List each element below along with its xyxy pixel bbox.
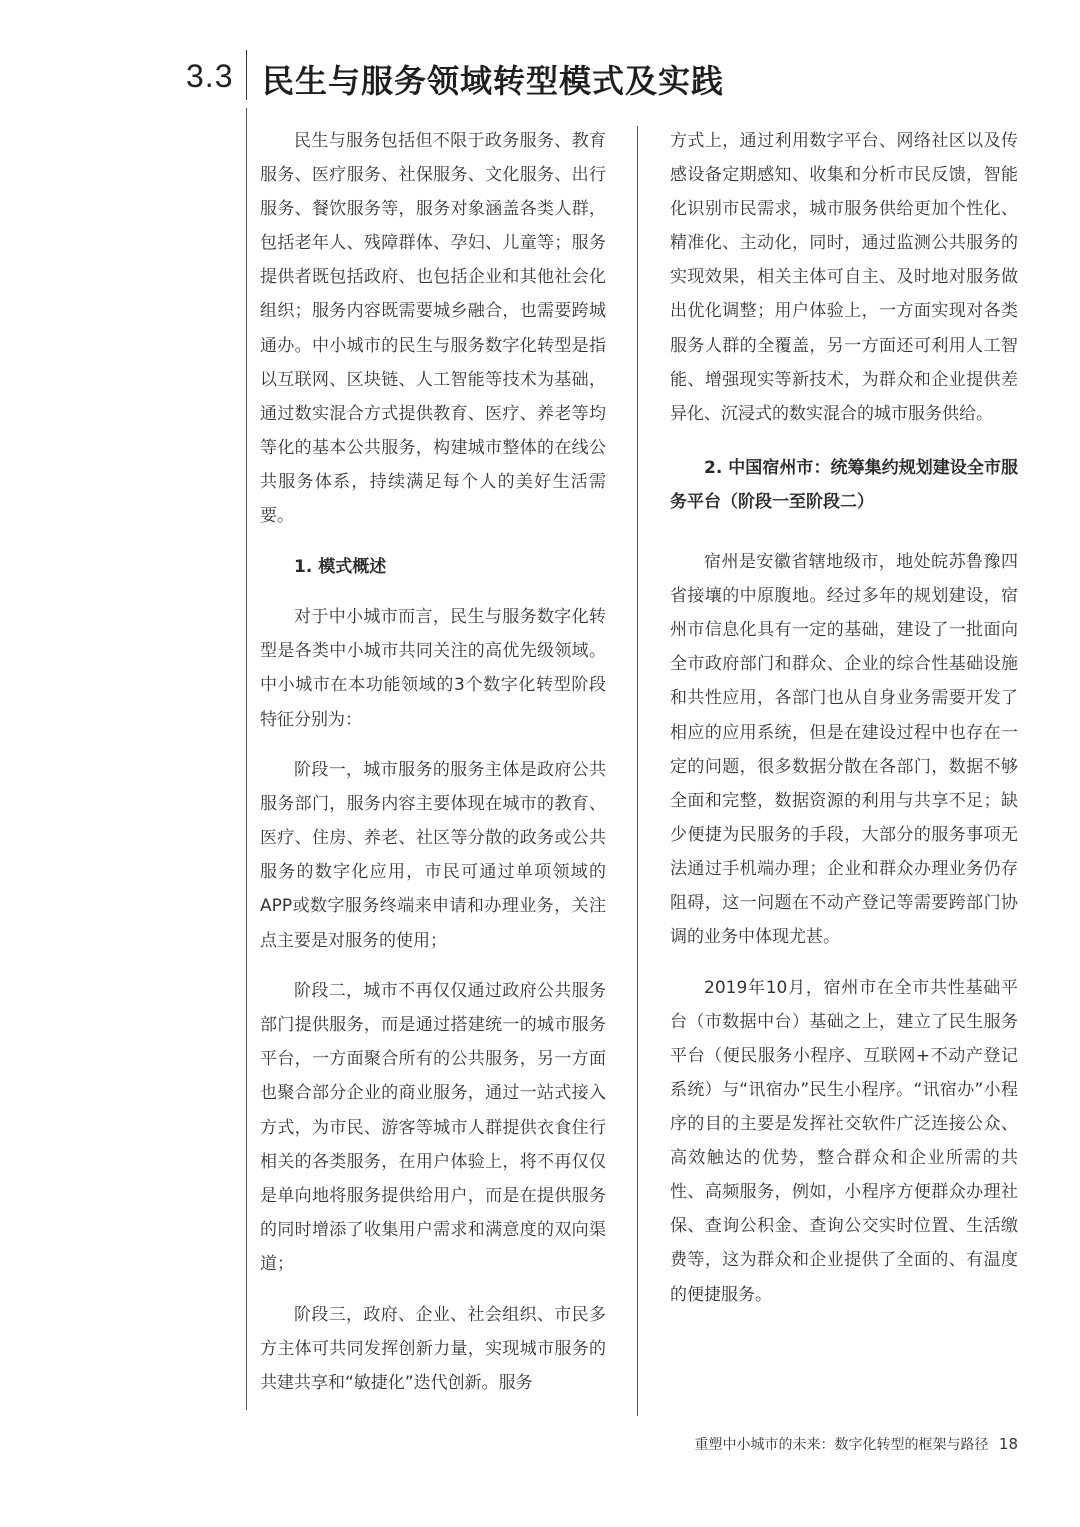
left-column bbox=[260, 124, 606, 1416]
title-divider bbox=[246, 50, 247, 100]
section-number: 3.3 bbox=[186, 58, 234, 94]
left-column-rule bbox=[246, 108, 247, 1410]
stage-1-paragraph: 阶段一，城市服务的服务主体是政府公共服务部门，服务内容主要体现在城市的教育、医疗、住房、养老、社区等分散的政务或公共服务的数字化应用，市民可通过单项领域的APP或数字服务终端来申请和办理业务，关注点主要是对服务的使用； bbox=[260, 760, 606, 951]
suzhou-paragraph-1: 宿州是安徽省辖地级市，地处皖苏鲁豫四省接壤的中原腹地。经过多年的规划建设，宿州市信息化具有一定的基础，建设了一批面向全市政府部门和群众、企业的综合性基础设施和共性应用，各部门也从自身业务需要开发了相应的应用系统，但是在建设过程中也存在一定的问题，很多数据分散在各部门，数据不够全面和完整，数据资源的利用与共享不足；缺少便捷为民服务的手段，大部分的服务事项无法通过手机端办理；企业和群众办理业务仍存阻碍，这一问题在不动产登记等需要跨部门协调的业务中体现尤甚。 bbox=[670, 552, 1018, 948]
footer-book-title: 重塑中小城市的未来：数字化转型的框架与路径 bbox=[694, 1437, 989, 1453]
stage-3-continued: 方式上，通过利用数字平台、网络社区以及传感设备定期感知、收集和分析市民反馈，智能化识别市民需求，城市服务供给更加个性化、精准化、主动化，同时，通过监测公共服务的实现效果，相关主体可自主、及时地对服务做出优化调整；用户体验上，一方面实现对各类服务人群的全覆盖，另一方面还可利用人工智能、增强现实等新技术，为群众和企业提供差异化、沉浸式的数实混合的城市服务供给。 bbox=[670, 131, 1018, 424]
page-number: 18 bbox=[998, 1435, 1018, 1453]
intro-paragraph: 民生与服务包括但不限于政务服务、教育服务、医疗服务、社保服务、文化服务、出行服务、餐饮服务等，服务对象涵盖各类人群，包括老年人、残障群体、孕妇、儿童等；服务提供者既包括政府、也包括企业和其他社会化组织；服务内容既需要城乡融合，也需要跨城通办。中小城市的民生与服务数字化转型是指以互联网、区块链、人工智能等技术为基础，通过数实混合方式提供教育、医疗、养老等均等化的基本公共服务，构建城市整体的在线公共服务体系，持续满足每个人的美好生活需要。 bbox=[260, 131, 606, 527]
heading-suzhou-case: 2. 中国宿州市：统筹集约规划建设全市服务平台（阶段一至阶段二） bbox=[670, 457, 1018, 512]
stage-3-paragraph: 阶段三，政府、企业、社会组织、市民多方主体可共同发挥创新力量，实现城市服务的共建共享和“敏捷化”迭代创新。服务 bbox=[260, 1304, 606, 1393]
center-column-rule bbox=[637, 126, 638, 1416]
right-column bbox=[670, 124, 1018, 1328]
section-title: 民生与服务领域转型模式及实践 bbox=[262, 62, 725, 100]
suzhou-paragraph-2: 2019年10月，宿州市在全市共性基础平台（市数据中台）基础之上，建立了民生服务平台（便民服务小程序、互联网+不动产登记系统）与“讯宿办”民生小程序。“讯宿办”小程序的目的主要是发挥社交软件广泛连接公众、高效触达的优势，整合群众和企业所需的共性、高频服务，例如，小程序方便群众办理社保、查询公积金、查询公交实时位置、生活缴费等，这为群众和企业提供了全面的、有温度的便捷服务。 bbox=[670, 977, 1018, 1305]
overview-paragraph: 对于中小城市而言，民生与服务数字化转型是各类中小城市共同关注的高优先级领域。中小城市在本功能领域的3个数字化转型阶段特征分别为： bbox=[260, 607, 606, 730]
heading-mode-overview: 1. 模式概述 bbox=[294, 556, 387, 577]
page-footer bbox=[694, 1434, 1018, 1454]
stage-2-paragraph: 阶段二，城市不再仅仅通过政府公共服务部门提供服务，而是通过搭建统一的城市服务平台，一方面聚合所有的公共服务，另一方面也聚合部分企业的商业服务，通过一站式接入方式，为市民、游客等城市人群提供衣食住行相关的各类服务，在用户体验上，将不再仅仅是单向地将服务提供给用户，而是在提供服务的同时增添了收集用户需求和满意度的双向渠道； bbox=[260, 981, 606, 1274]
